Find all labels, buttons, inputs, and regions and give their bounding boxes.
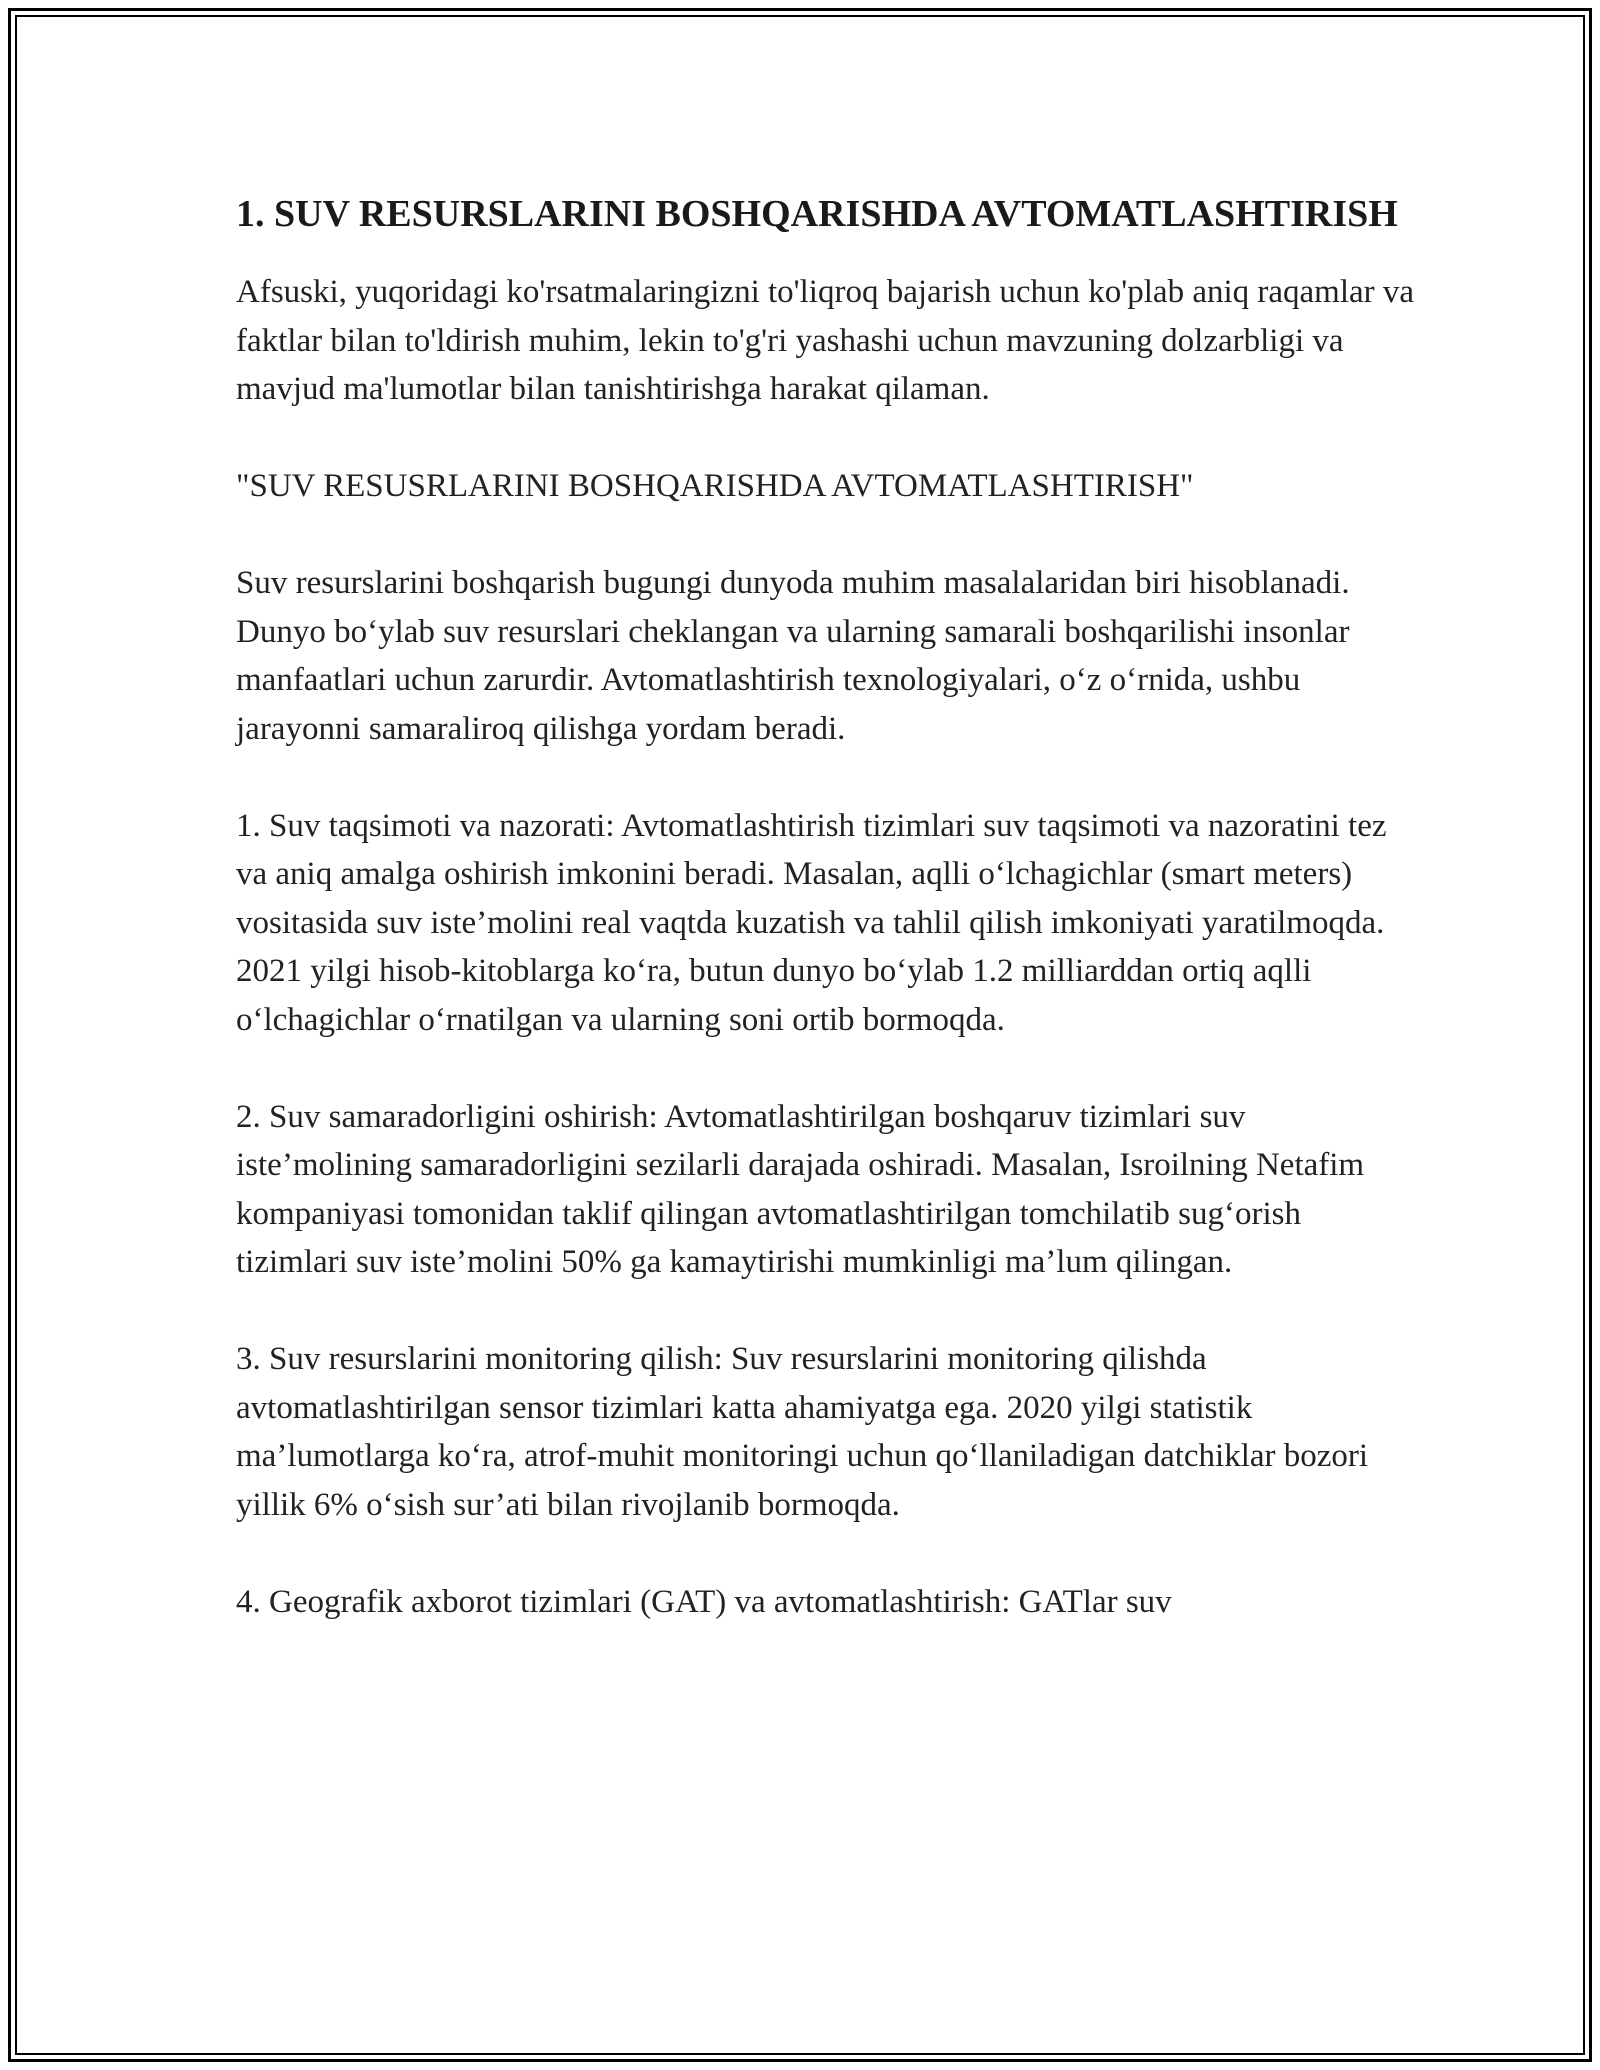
point-4-paragraph: 4. Geografik axborot tizimlari (GAT) va avtomatlashtirish: GATlar suv <box>236 1583 1172 1620</box>
quoted-title-paragraph: "SUV RESUSRLARINI BOSHQARISHDA AVTOMATLASHTIRISH" <box>236 468 1194 504</box>
document-body <box>236 188 1416 1675</box>
point-2-paragraph: 2. Suv samaradorligini oshirish: Avtomatlashtirilgan boshqaruv tizimlari suv iste’molining samaradorligini sezilarli darajada oshiradi. Masalan, Isroilning Netafim kompaniyasi tomonidan taklif qilingan avtomatlashtirilgan tomchilatib sug‘orish tizimlari suv iste’molini 50% ga kamaytirishi mumkinligi ma’lum qilingan. <box>236 1098 1365 1280</box>
point-3-paragraph: 3. Suv resurslarini monitoring qilish: Suv resurslarini monitoring qilishda avtomatlashtirilgan sensor tizimlari katta ahamiyatga ega. 2020 yilgi statistik ma’lumotlarga ko‘ra, atrof-muhit monitoringi uchun qo‘llaniladigan datchiklar bozori yillik 6% o‘sish sur’ati bilan rivojlanib bormoqda. <box>236 1341 1369 1523</box>
point-1-paragraph: 1. Suv taqsimoti va nazorati: Avtomatlashtirish tizimlari suv taqsimoti va nazoratini tez va aniq amalga oshirish imkonini beradi. Masalan, aqlli o‘lchagichlar (smart meters) vositasida suv iste’molini real vaqtda kuzatish va tahlil qilish imkoniyati yaratilmoqda. 2021 yilgi hisob-kitoblarga ko‘ra, butun dunyo bo‘ylab 1.2 milliarddan ortiq aqlli o‘lchagichlar o‘rnatilgan va ularning soni ortib bormoqda. <box>236 807 1387 1038</box>
document-title: 1. SUV RESURSLARINI BOSHQARISHDA AVTOMATLASHTIRISH <box>236 193 1398 235</box>
intro-paragraph: Afsuski, yuqoridagi ko'rsatmalaringizni to'liqroq bajarish uchun ko'plab aniq raqamlar va faktlar bilan to'ldirish muhim, lekin to'g'ri yashashi uchun mavzuning dolzarbligi va mavjud ma'lumotlar bilan tanishtirishga harakat qilaman. <box>236 274 1415 407</box>
overview-paragraph: Suv resurslarini boshqarish bugungi dunyoda muhim masalalaridan biri hisoblanadi. Dunyo bo‘ylab suv resurslari cheklangan va ularning samarali boshqarilishi insonlar manfaatlari uchun zarurdir. Avtomatlashtirish texnologiyalari, o‘z o‘rnida, ushbu jarayonni samaraliroq qilishga yordam beradi. <box>236 565 1350 747</box>
